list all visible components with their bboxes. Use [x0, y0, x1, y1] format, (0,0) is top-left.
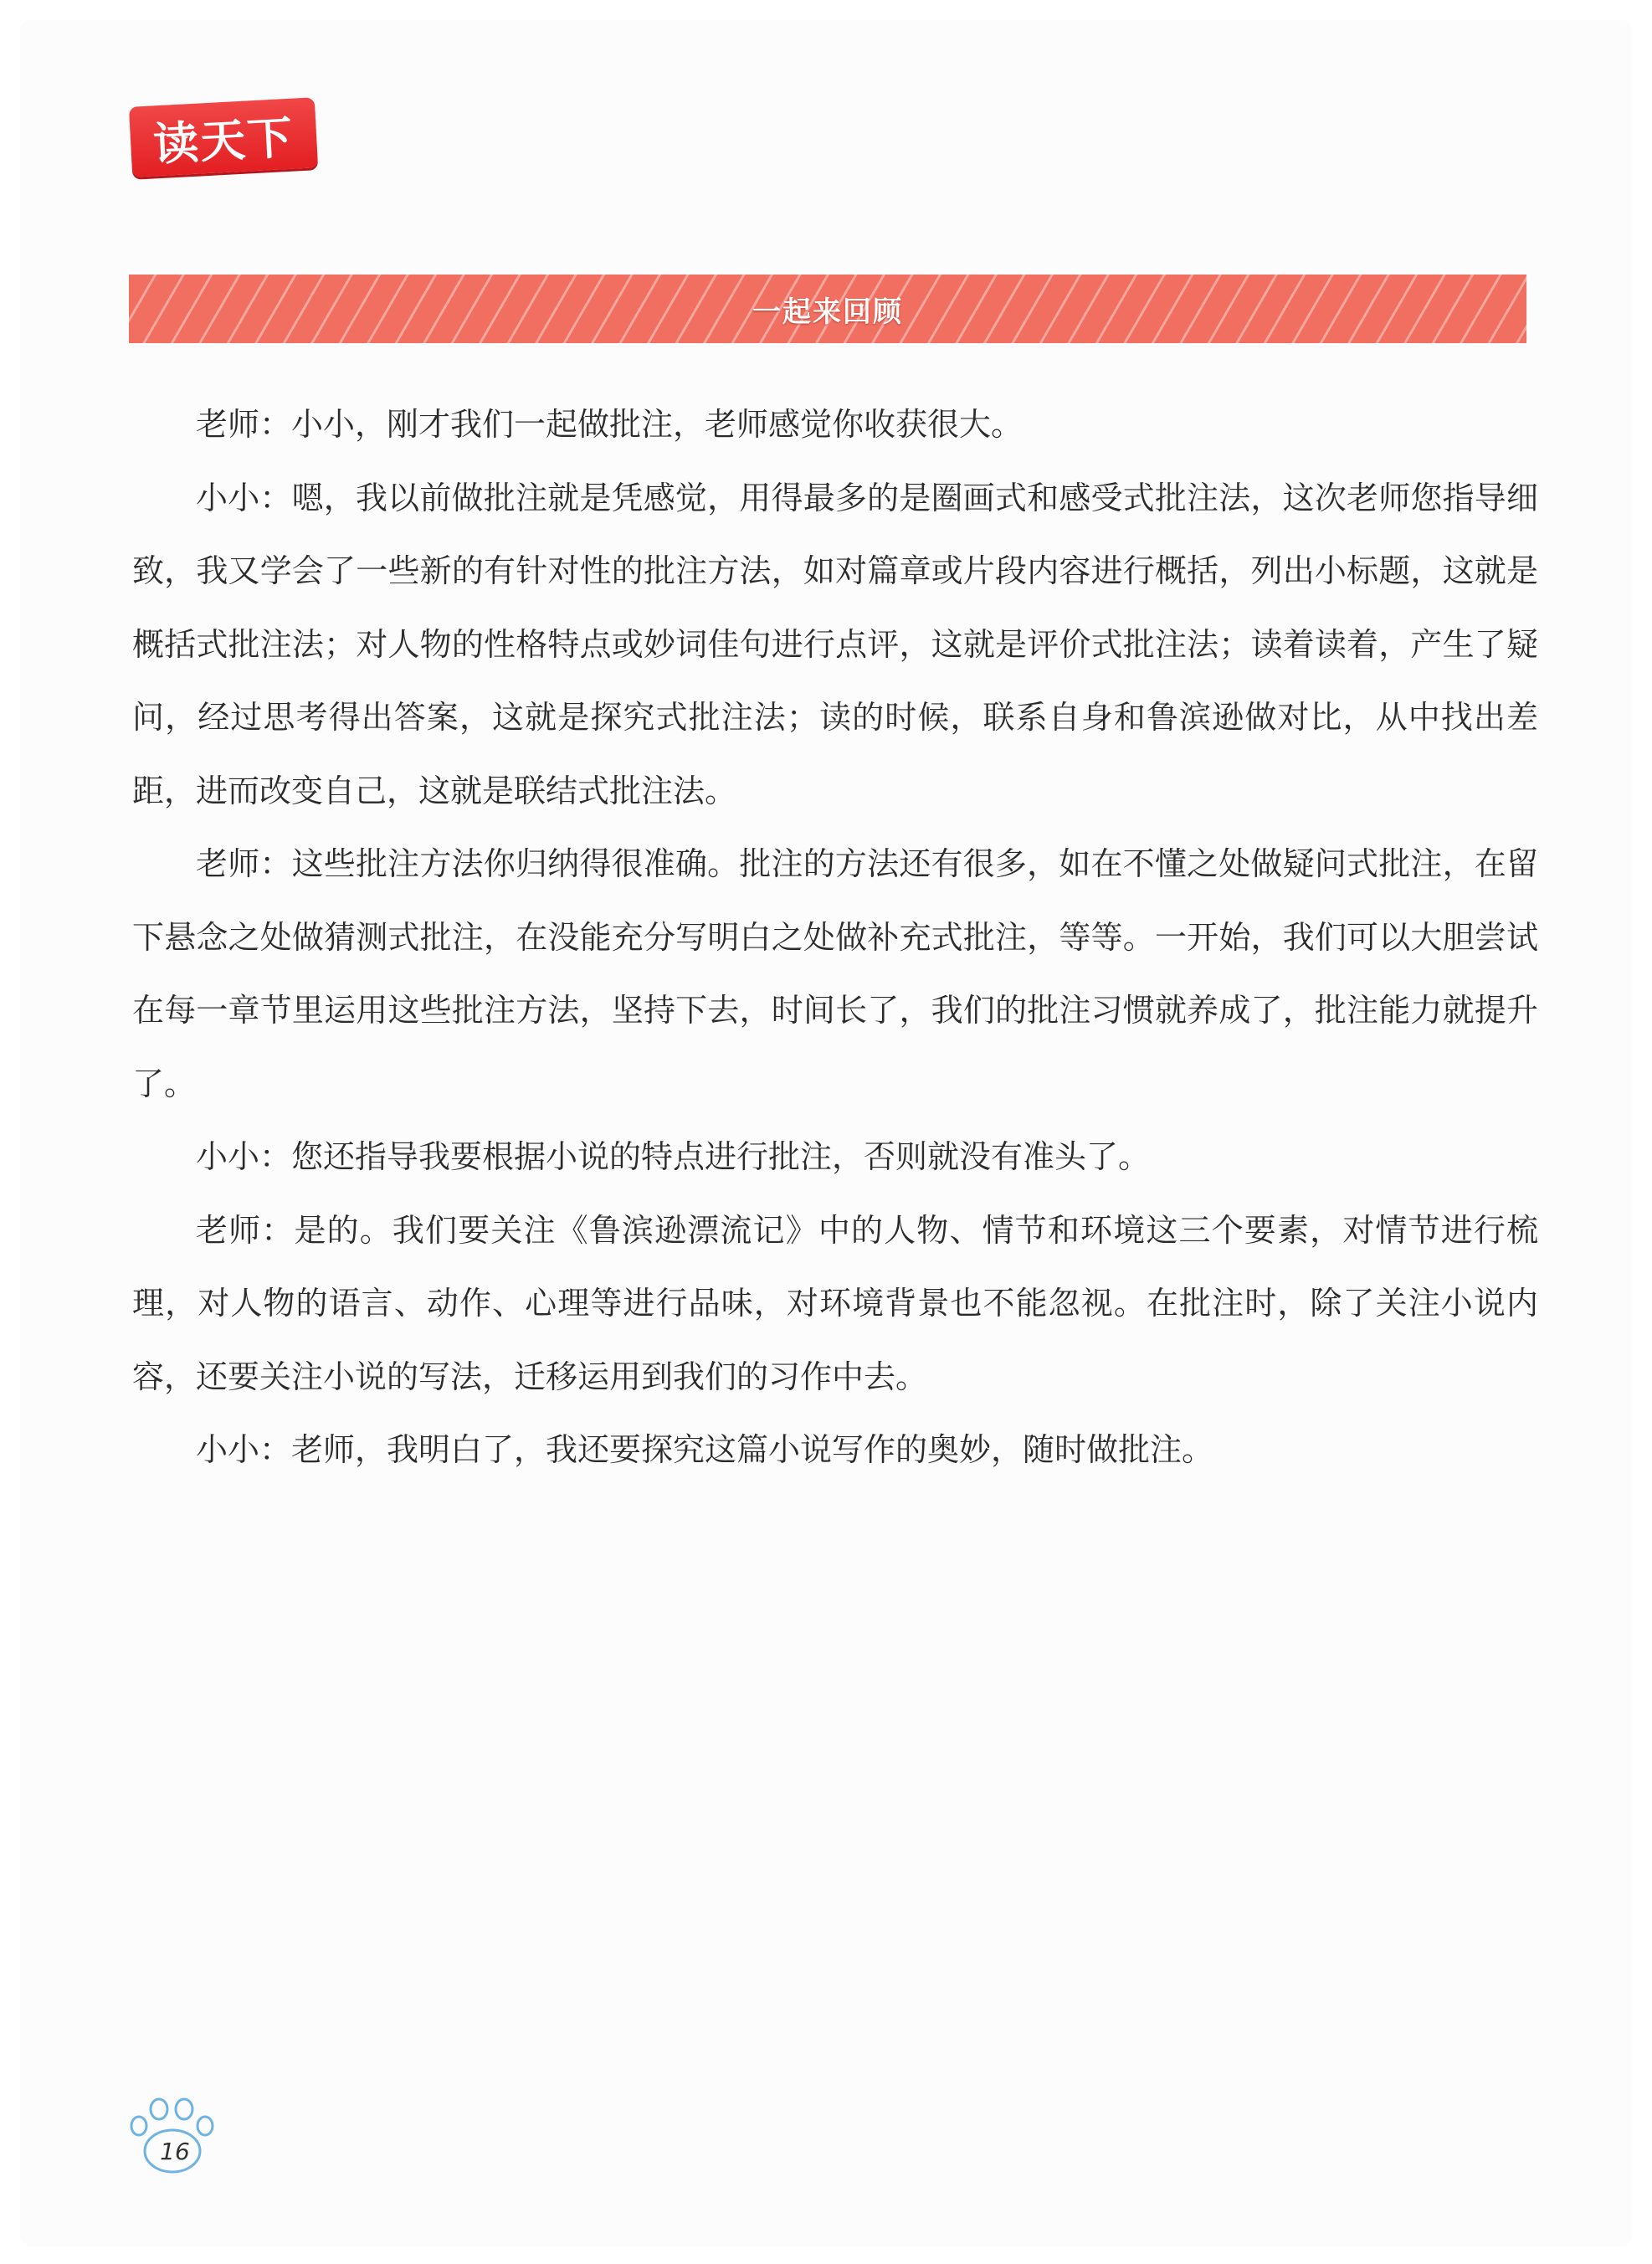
logo-text: 读天下	[151, 110, 295, 171]
section-title: 一起来回顾	[752, 295, 903, 329]
page-number: 16	[160, 2138, 190, 2165]
student-line: 小小：嗯，我以前做批注就是凭感觉，用得最多的是圈画式和感受式批注法，这次老师您指导细致，我又学会了一些新的有针对性的批注方法，如对篇章或片段内容进行概括，列出小标题，这就是概括式批注法；对人物的性格特点或妙词佳句进行点评，这就是评价式批注法；读着读着，产生了疑问，经过思考得出答案，这就是探究式批注法；读的时候，联系自身和鲁滨逊做对比，从中找出差距，进而改变自己，这就是联结式批注法。	[132, 479, 1538, 809]
paw-print-icon	[127, 2094, 219, 2178]
teacher-line: 老师：这些批注方法你归纳得很准确。批注的方法还有很多，如在不懂之处做疑问式批注，在留下悬念之处做猜测式批注，在没能充分写明白之处做补充式批注，等等。一开始，我们可以大胆尝试在每一章节里运用这些批注方法，坚持下去，时间长了，我们的批注习惯就养成了，批注能力就提升了。	[132, 845, 1538, 1102]
brand-logo	[129, 97, 318, 177]
student-line: 小小：您还指导我要根据小说的特点进行批注，否则就没有准头了。	[196, 1138, 1151, 1175]
page-footer	[127, 2094, 219, 2178]
section-banner	[129, 275, 1526, 343]
dialogue-body	[132, 388, 1538, 1487]
teacher-line: 老师：小小，刚才我们一起做批注，老师感觉你收获很大。	[196, 406, 1024, 443]
book-page	[20, 20, 1632, 2246]
student-line: 小小：老师，我明白了，我还要探究这篇小说写作的奥妙，随时做批注。	[196, 1431, 1214, 1468]
teacher-line: 老师：是的。我们要关注《鲁滨逊漂流记》中的人物、情节和环境这三个要素，对情节进行梳理，对人物的语言、动作、心理等进行品味，对环境背景也不能忽视。在批注时，除了关注小说内容，还要关注小说的写法，迁移运用到我们的习作中去。	[132, 1211, 1538, 1395]
